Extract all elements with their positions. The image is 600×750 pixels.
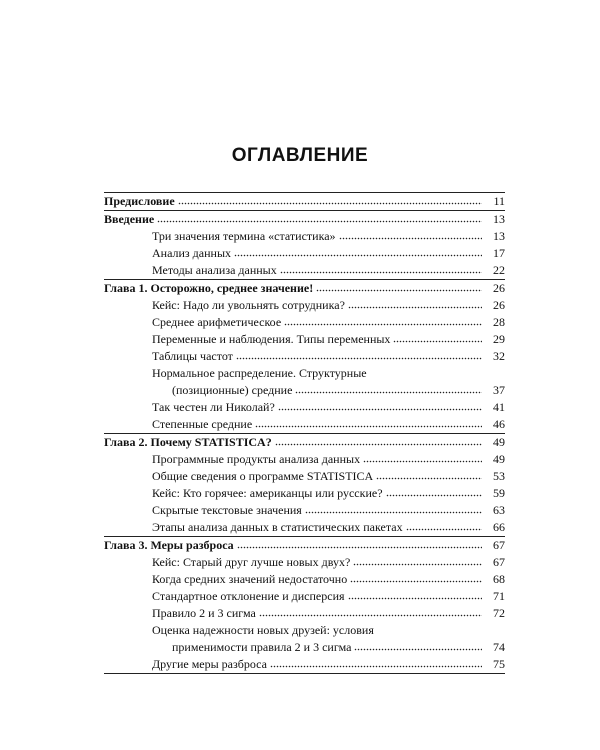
dot-leader [316,282,482,292]
toc-entry [104,485,505,502]
dot-leader [278,401,482,411]
toc-page: 53 [493,469,505,483]
toc-title: Так честен ли Николай? [152,400,275,414]
toc-chapter [104,211,505,279]
toc-title: Кейс: Кто горячее: американцы или русские? [152,486,383,500]
toc-page: 41 [493,400,505,414]
toc-page: 72 [493,606,505,620]
dot-leader [275,436,482,446]
toc-title: Введение [104,212,155,226]
toc-page: 59 [493,486,505,500]
toc-page: 68 [493,572,505,586]
toc-title: Этапы анализа данных в статистических пакетах [152,520,403,534]
dot-leader [350,573,482,583]
toc-entry [104,502,505,519]
toc-page: 32 [493,349,505,363]
toc-title: Анализ данных [152,246,232,260]
toc-title: Другие меры разброса [152,657,267,671]
toc-title: Нормальное распределение. Структурные [152,366,367,380]
toc-title: Переменные и наблюдения. Типы переменных [152,332,391,346]
toc-page: 75 [493,657,505,671]
dot-leader [295,384,482,394]
toc-page: 26 [493,281,505,295]
toc-title: Стандартное отклонение и дисперсия [152,589,345,603]
toc-chapter [104,434,505,536]
dot-leader [348,299,482,309]
dot-leader [376,470,482,480]
toc-page: 71 [493,589,505,603]
dot-leader [353,556,482,566]
toc-entry [104,314,505,331]
toc-title: Три значения термина «статистика» [152,229,336,243]
toc-entry [104,331,505,348]
toc-title: Правило 2 и 3 сигма [152,606,256,620]
toc-title: Программные продукты анализа данных [152,452,361,466]
toc-chapter [104,193,505,210]
toc-title: Кейс: Надо ли увольнять сотрудника? [152,298,345,312]
toc-page: 46 [493,417,505,431]
dot-leader [157,213,482,223]
toc-entry [104,554,505,571]
toc-entry [104,519,505,536]
toc-entry [104,451,505,468]
dot-leader [178,195,482,205]
toc-entry [104,228,505,245]
toc-page: 17 [493,246,505,260]
toc-page: 29 [493,332,505,346]
toc-title: Скрытые текстовые значения [152,503,302,517]
toc-title: Глава 1. Осторожно, среднее значение! [104,281,314,295]
toc-page: 13 [493,229,505,243]
dot-leader [393,333,482,343]
toc-title: Среднее арифметическое [152,315,282,329]
toc-page: 13 [493,212,505,226]
toc-page: 63 [493,503,505,517]
toc-page: 22 [493,263,505,277]
toc-page: 67 [493,538,505,552]
dot-leader [305,504,482,514]
dot-leader [406,521,482,531]
toc-title-continuation: (позиционные) средние [172,383,293,397]
toc-title: Глава 2. Почему STATISTICA? [104,435,272,449]
toc-title: Кейс: Старый друг лучше новых двух? [152,555,351,569]
toc-entry [104,416,505,433]
dot-leader [354,641,482,651]
dot-leader [259,607,482,617]
dot-leader [255,418,482,428]
toc-page: 49 [493,435,505,449]
dot-leader [363,453,482,463]
toc-entry [104,262,505,279]
toc-title: Глава 3. Меры разброса [104,538,234,552]
toc-entry [104,365,505,399]
dot-leader [237,539,482,549]
dot-leader [270,658,482,668]
toc-page: 49 [493,452,505,466]
table-of-contents [104,192,505,674]
dot-leader [284,316,482,326]
toc-entry [104,571,505,588]
toc-page: 11 [493,194,505,208]
toc-chapter [104,280,505,433]
dot-leader [348,590,482,600]
dot-leader [234,247,482,257]
toc-page: 66 [493,520,505,534]
toc-page: 74 [493,640,505,654]
toc-entry [104,245,505,262]
dot-leader [280,264,482,274]
page-title: ОГЛАВЛЕНИЕ [231,145,369,166]
toc-entry [104,656,505,673]
toc-title: Степенные средние [152,417,253,431]
divider [104,673,505,674]
toc-title: Когда средних значений недостаточно [152,572,348,586]
toc-chapter [104,537,505,673]
toc-title-continuation: применимости правила 2 и 3 сигма [172,640,352,654]
toc-page: 37 [493,383,505,397]
dot-leader [386,487,482,497]
toc-entry [104,297,505,314]
toc-entry [104,348,505,365]
dot-leader [339,230,482,240]
toc-entry [104,588,505,605]
toc-title: Оценка надежности новых друзей: условия [152,623,374,637]
toc-entry [104,622,505,656]
toc-entry [104,468,505,485]
toc-page: 67 [493,555,505,569]
toc-title: Общие сведения о программе STATISTICA [152,469,374,483]
toc-title: Предисловие [104,194,175,208]
toc-title: Таблицы частот [152,349,233,363]
toc-title: Методы анализа данных [152,263,277,277]
toc-entry [104,399,505,416]
toc-page: 28 [493,315,505,329]
toc-entry [104,605,505,622]
dot-leader [236,350,482,360]
toc-page: 26 [493,298,505,312]
